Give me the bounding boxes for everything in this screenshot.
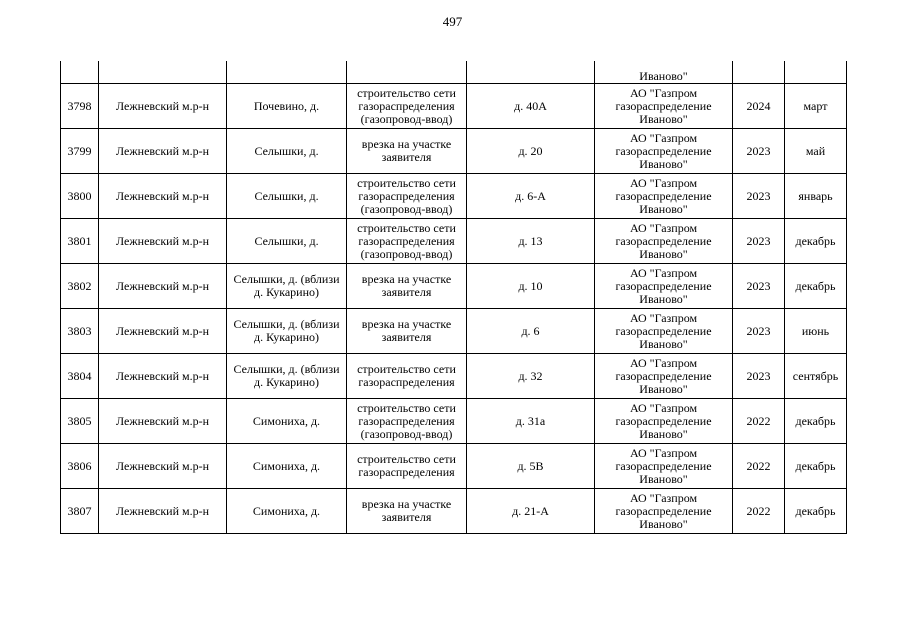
cell-year: 2023 [733, 309, 785, 354]
cell-address: д. 10 [467, 264, 595, 309]
cell-month: январь [785, 174, 847, 219]
table-row [61, 174, 847, 219]
cell-month: декабрь [785, 264, 847, 309]
cell-month: декабрь [785, 219, 847, 264]
cell-number: 3803 [61, 309, 99, 354]
cell-work-type: строительство сети газораспределения (газопровод-ввод) [347, 399, 467, 444]
cell-work-type: строительство сети газораспределения [347, 354, 467, 399]
cell-year: 2022 [733, 489, 785, 534]
cell-year: 2023 [733, 354, 785, 399]
cell-year: 2024 [733, 84, 785, 129]
cell-address: д. 40А [467, 84, 595, 129]
cell-organization: АО "Газпром газораспределение Иваново" [595, 174, 733, 219]
cell-district: Лежневский м.р-н [99, 489, 227, 534]
cell-settlement [227, 61, 347, 84]
cell-number: 3800 [61, 174, 99, 219]
cell-settlement: Селышки, д. [227, 219, 347, 264]
cell-number: 3802 [61, 264, 99, 309]
cell-work-type: врезка на участке заявителя [347, 129, 467, 174]
cell-work-type [347, 61, 467, 84]
cell-work-type: строительство сети газораспределения (газопровод-ввод) [347, 174, 467, 219]
cell-year: 2022 [733, 444, 785, 489]
table-row [61, 354, 847, 399]
continuation-row [61, 61, 847, 84]
cell-district: Лежневский м.р-н [99, 399, 227, 444]
cell-organization: АО "Газпром газораспределение Иваново" [595, 219, 733, 264]
table-row [61, 84, 847, 129]
cell-year: 2023 [733, 219, 785, 264]
table-row [61, 219, 847, 264]
cell-settlement: Селышки, д. (вблизи д. Кукарино) [227, 264, 347, 309]
table-row [61, 399, 847, 444]
cell-address: д. 31а [467, 399, 595, 444]
table-row [61, 129, 847, 174]
cell-organization: АО "Газпром газораспределение Иваново" [595, 264, 733, 309]
cell-month: сентябрь [785, 354, 847, 399]
cell-month: декабрь [785, 399, 847, 444]
cell-address: д. 32 [467, 354, 595, 399]
cell-number: 3806 [61, 444, 99, 489]
cell-number: 3804 [61, 354, 99, 399]
cell-settlement: Симониха, д. [227, 489, 347, 534]
table-row [61, 309, 847, 354]
page-number: 497 [442, 14, 463, 29]
cell-settlement: Селышки, д. [227, 129, 347, 174]
cell-organization: АО "Газпром газораспределение Иваново" [595, 309, 733, 354]
cell-address: д. 21-А [467, 489, 595, 534]
cell-address: д. 6-А [467, 174, 595, 219]
cell-number: 3798 [61, 84, 99, 129]
cell-number: 3801 [61, 219, 99, 264]
cell-district: Лежневский м.р-н [99, 354, 227, 399]
table-row [61, 489, 847, 534]
cell-year [733, 61, 785, 84]
cell-month: декабрь [785, 444, 847, 489]
cell-district: Лежневский м.р-н [99, 264, 227, 309]
cell-work-type: строительство сети газораспределения (газопровод-ввод) [347, 84, 467, 129]
cell-work-type: врезка на участке заявителя [347, 489, 467, 534]
cell-district: Лежневский м.р-н [99, 174, 227, 219]
cell-district: Лежневский м.р-н [99, 444, 227, 489]
cell-address: д. 6 [467, 309, 595, 354]
cell-work-type: врезка на участке заявителя [347, 309, 467, 354]
cell-organization: Иваново" [595, 61, 733, 84]
cell-address: д. 13 [467, 219, 595, 264]
table-row [61, 264, 847, 309]
cell-address: д. 20 [467, 129, 595, 174]
cell-district: Лежневский м.р-н [99, 219, 227, 264]
gasification-table [60, 61, 847, 534]
cell-organization: АО "Газпром газораспределение Иваново" [595, 129, 733, 174]
cell-district [99, 61, 227, 84]
cell-month: март [785, 84, 847, 129]
cell-number: 3799 [61, 129, 99, 174]
cell-settlement: Селышки, д. (вблизи д. Кукарино) [227, 309, 347, 354]
cell-month [785, 61, 847, 84]
cell-district: Лежневский м.р-н [99, 84, 227, 129]
cell-organization: АО "Газпром газораспределение Иваново" [595, 354, 733, 399]
cell-number: 3807 [61, 489, 99, 534]
table-row [61, 444, 847, 489]
cell-work-type: строительство сети газораспределения [347, 444, 467, 489]
cell-settlement: Селышки, д. [227, 174, 347, 219]
cell-month: июнь [785, 309, 847, 354]
cell-month: декабрь [785, 489, 847, 534]
cell-settlement: Симониха, д. [227, 399, 347, 444]
cell-number: 3805 [61, 399, 99, 444]
cell-address: д. 5В [467, 444, 595, 489]
cell-work-type: строительство сети газораспределения (газопровод-ввод) [347, 219, 467, 264]
cell-year: 2023 [733, 264, 785, 309]
cell-settlement: Почевино, д. [227, 84, 347, 129]
cell-district: Лежневский м.р-н [99, 129, 227, 174]
cell-work-type: врезка на участке заявителя [347, 264, 467, 309]
cell-month: май [785, 129, 847, 174]
cell-address [467, 61, 595, 84]
cell-organization: АО "Газпром газораспределение Иваново" [595, 399, 733, 444]
cell-year: 2022 [733, 399, 785, 444]
cell-settlement: Селышки, д. (вблизи д. Кукарино) [227, 354, 347, 399]
cell-year: 2023 [733, 174, 785, 219]
cell-organization: АО "Газпром газораспределение Иваново" [595, 489, 733, 534]
cell-organization: АО "Газпром газораспределение Иваново" [595, 444, 733, 489]
cell-number [61, 61, 99, 84]
cell-settlement: Симониха, д. [227, 444, 347, 489]
cell-organization: АО "Газпром газораспределение Иваново" [595, 84, 733, 129]
cell-year: 2023 [733, 129, 785, 174]
cell-district: Лежневский м.р-н [99, 309, 227, 354]
